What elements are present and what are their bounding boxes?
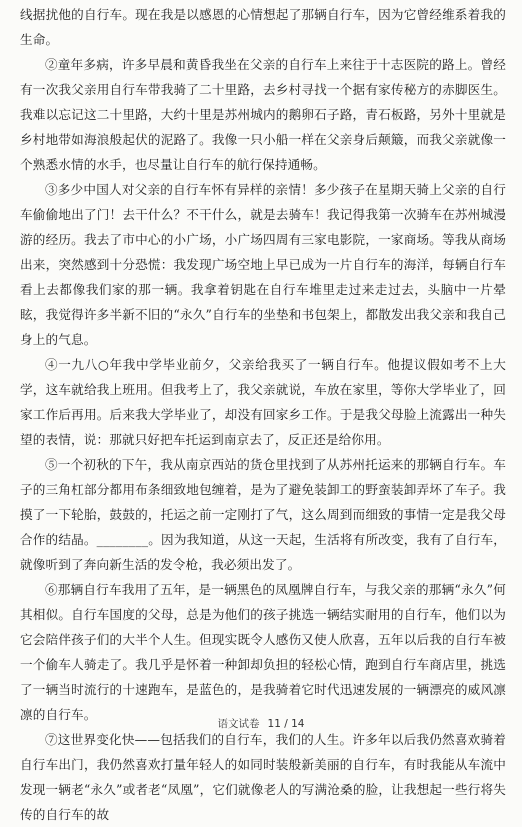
paragraph-5: ⑤一个初秋的下午，我从南京西站的货仓里找到了从苏州托运来的那辆自行车。车子的三角杠部分都用布条细致地包缠着，是为了避免装卸工的野蛮装卸弄坏了车子。我摸了一下轮胎，鼓鼓的，托运之前一定刚打了气，这么周到而细致的事情一定是我父母合作的结晶。________。因为我知道，从这一天起，生活将有所改变，我有了自行车，就像听到了奔向新生活的发令枪，我必须出发了。 bbox=[20, 457, 506, 572]
paragraph-2: ②童年多病，许多早晨和黄昏我坐在父亲的自行车上来往于十志医院的路上。曾经有一次我父亲用自行车带我骑了二十里路，去乡村寻找一个据有家传秘方的赤脚医生。我难以忘记这二十里路，大约十里是苏州城内的鹅卵石子路，青石板路，另外十里就是乡村地带如海浪般起伏的泥路了。我像一只小船一样在父亲身后颠簸，而我父亲就像一个熟悉水情的水手，也尽量让自行车的航行保持通畅。 bbox=[20, 57, 506, 172]
footer-label: 语文试卷 bbox=[217, 718, 260, 730]
page-number: 11 / 14 bbox=[267, 718, 305, 730]
paragraph-6: ⑥那辆自行车我用了五年，是一辆黑色的凤凰牌自行车，与我父亲的那辆“永久”何其相似。自行车国度的父母，总是为他们的孩子挑选一辆结实耐用的自行车，他们以为它会陪伴孩子们的大半个人生。但现实既令人感伤又使人欣喜，五年以后我的自行车被一个偷车人骑走了。我几乎是怀着一种卸却负担的轻松心情，跑到自行车商店里，挑选了一辆当时流行的十速跑车，是蓝色的，是我骑着它时代迅速发展的一辆漂亮的威风凛凛的自行车。 bbox=[20, 582, 506, 722]
paragraph-7: ⑦这世界变化快——包括我们的自行车，我们的人生。许多年以后我仍然喜欢骑着自行车出门，我仍然喜欢打量年轻人的如同时装般新美丽的自行车，有时我能从车流中发现一辆老“永久”或者老“凤凰”，它们就像老人的写满沧桑的脸，让我想起一些行将失传的自行车的故 bbox=[20, 732, 506, 822]
paragraph-1: 线据扰他的自行车。现在我是以感恩的心情想起了那辆自行车，因为它曾经维系着我的生命。 bbox=[20, 7, 506, 47]
page-footer bbox=[0, 716, 522, 731]
paragraph-4: ④一九八○年我中学毕业前夕，父亲给我买了一辆自行车。他提议假如考不上大学，这车就给我上班用。但我考上了，我父亲就说，车放在家里，等你大学毕业了，回家工作后再用。后来我大学毕业了，却没有回家乡工作。于是我父母脸上流露出一种失望的表情，说：那就只好把车托运到南京去了，反正还是给你用。 bbox=[20, 357, 506, 447]
paragraph-3: ③多少中国人对父亲的自行车怀有异样的亲情！多少孩子在星期天骑上父亲的自行车偷偷地出了门！去干什么？不干什么，就是去骑车！我记得我第一次骑车在苏州城漫游的经历。我去了市中心的小广场，小广场四周有三家电影院，一家商场。等我从商场出来，突然感到十分恐慌：我发现广场空地上早已成为一片自行车的海洋，每辆自行车看上去都像我们家的那一辆。我拿着钥匙在自行车堆里走过来走过去，头脑中一片晕眩，我觉得许多半新不旧的“永久”自行车的坐垫和书包架上，都散发出我父亲和我自己身上的气息。 bbox=[20, 182, 506, 347]
